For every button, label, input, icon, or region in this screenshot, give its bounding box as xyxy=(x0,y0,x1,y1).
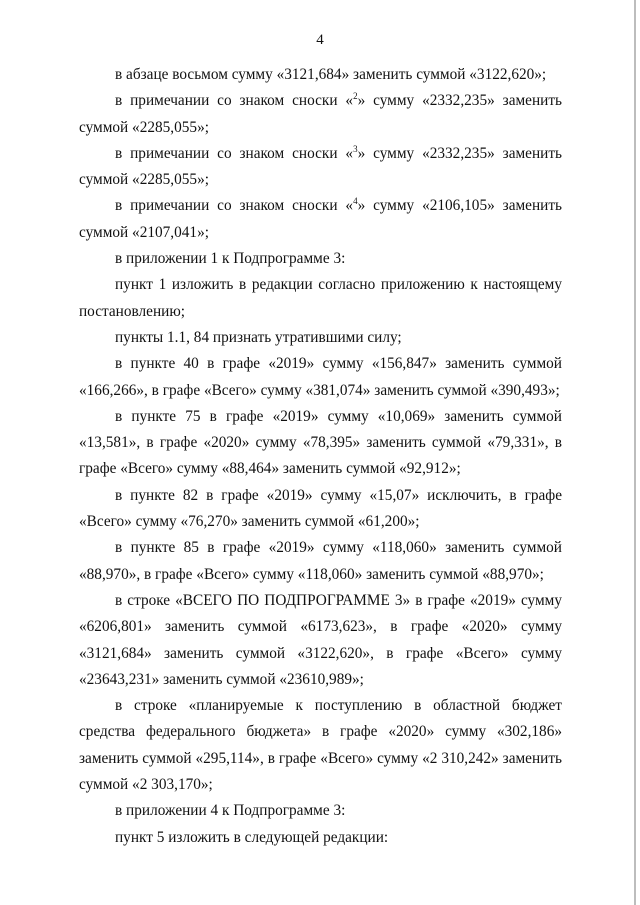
page-edge-shadow xyxy=(634,0,636,905)
paragraph-4 xyxy=(79,193,562,246)
footnote-mark-4: 4 xyxy=(353,196,358,207)
paragraph-5: в приложении 1 к Подпрограмме 3: xyxy=(115,250,346,268)
paragraph-10: в пункте 82 в графе «2019» сумму «15,07» исключить, в графе «Всего» сумму «76,270» заменить суммой «61,200»; xyxy=(79,486,562,531)
paragraph-8: в пункте 40 в графе «2019» сумму «156,847» заменить суммой «166,266», в графе «Всего» сумму «381,074» заменить суммой «390,493»; xyxy=(79,355,562,399)
paragraph-11: в пункте 85 в графе «2019» сумму «118,060» заменить суммой «88,970», в графе «Всего» сумму «118,060» заменить суммой «88,970»; xyxy=(79,539,562,583)
paragraph-4-text-a: в примечании со знаком сноски « xyxy=(115,197,354,215)
paragraph-3-text-b: » сумму «2332,235» заменить суммой «2285,055»; xyxy=(79,144,562,189)
paragraph-6: пункт 1 изложить в редакции согласно приложению к настоящему постановлению; xyxy=(79,276,562,320)
paragraph-2-text-b: » сумму «2332,235» заменить суммой «2285,055»; xyxy=(79,92,562,136)
paragraph-13: в строке «планируемые к поступлению в областной бюджет средства федерального бюджета» в графе «2020» сумму «302,186» заменить суммой «295,114», в графе «Всего» сумму «2 310,242» заменить суммой «2 303,170»; xyxy=(79,697,562,794)
footnote-mark-3: 3 xyxy=(353,143,358,154)
paragraph-4-text-b: » сумму «2106,105» заменить суммой «2107,041»; xyxy=(79,197,562,241)
paragraph-1: в абзаце восьмом сумму «3121,684» заменить суммой «3122,620»; xyxy=(115,66,547,83)
paragraph-3-text-a: в примечании со знаком сноски « xyxy=(115,144,354,162)
paragraph-2-text-a: в примечании со знаком сноски « xyxy=(115,92,354,110)
footnote-mark-2: 2 xyxy=(353,91,358,102)
paragraph-9: в пункте 75 в графе «2019» сумму «10,069» заменить суммой «13,581», в графе «2020» сумму «78,395» заменить суммой «79,331», в графе «Всего» сумму «88,464» заменить суммой «92,912»; xyxy=(79,407,562,478)
document-body xyxy=(79,62,562,851)
paragraph-2 xyxy=(79,88,562,141)
paragraph-14: в приложении 4 к Подпрограмме 3: xyxy=(115,802,346,820)
paragraph-7: пункты 1.1, 84 признать утратившими силу; xyxy=(115,328,402,346)
paragraph-15: пункт 5 изложить в следующей редакции: xyxy=(115,828,389,846)
paragraph-12: в строке «ВСЕГО ПО ПОДПРОГРАММЕ 3» в графе «2019» сумму «6206,801» заменить суммой «6173,623», в графе «2020» сумму «3121,684» заменить суммой «3122,620», в графе «Всего» сумму «23643,231» заменить суммой «23610,989»; xyxy=(79,591,562,688)
page-number: 4 xyxy=(316,32,324,48)
paragraph-3 xyxy=(79,141,562,194)
